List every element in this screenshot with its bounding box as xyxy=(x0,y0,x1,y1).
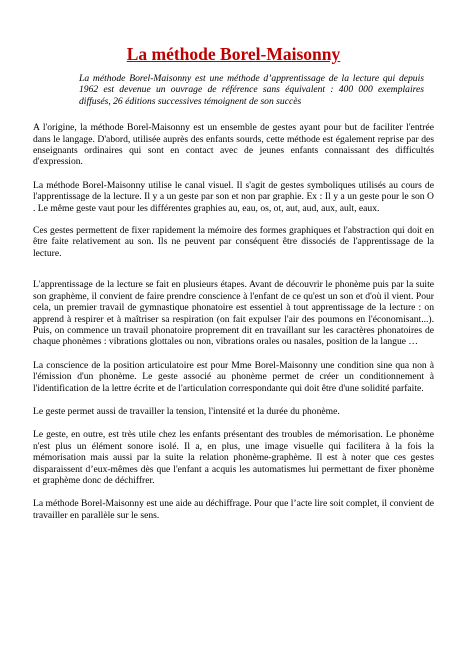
paragraph-gestures-memory: Ces gestes permettent de fixer rapidement la mémoire des formes graphiques et l'abstraction qui doit en être faite relativement au son. Ils ne peuvent par conséquent être dissociés de l'apprentissage de la lecture. xyxy=(33,225,434,259)
paragraph-memorisation: Le geste, en outre, est très utile chez les enfants présentant des troubles de mémorisation. Le phonème n'est plus un élément sonore isolé. Il a, en plus, une image visuelle qui facilitera à la fois la mémorisation mais aussi par la suite la relation phonème-graphème. Il est à noter que ces gestes disparaissent d’eux-mêmes dès que l'enfant a acquis les automatismes lui permettant de fixer phonème et graphème donc de déchiffrer. xyxy=(33,429,434,486)
paragraph-visual-channel: La méthode Borel-Maisonny utilise le canal visuel. Il s'agit de gestes symboliques utilisés au cours de l'apprentissage de la lecture. Il y a un geste par son et non par graphie. Ex : Il y a un geste pour le son O . Le même geste vaut pour les différentes graphies au, eau, os, ot, aut, aud, aux, ault, eaux. xyxy=(33,179,434,214)
paragraph-articulation: La conscience de la position articulatoire est pour Mme Borel-Maisonny une condition sine qua non à l'émission d'un phonème. Le geste associé au phonème permet de créer un conditionnement à l'identification de la lettre écrite et de l'articulation correspondante qui doit être d'une solidité parfaite. xyxy=(33,359,434,394)
paragraph-origin: A l'origine, la méthode Borel-Maisonny est un ensemble de gestes ayant pour but de faciliter l'entrée dans le langage. D'abord, utilisée auprès des enfants sourds, cette méthode est également reprise par des enseignants ordinaires qui sont en contact avec de jeunes enfants connaissant des difficultés d'expression. xyxy=(33,122,434,168)
paragraph-tension: Le geste permet aussi de travailler la tension, l'intensité et la durée du phonème. xyxy=(33,405,340,417)
document-title: La méthode Borel-Maisonny xyxy=(126,44,341,64)
paragraph-conclusion: La méthode Borel-Maisonny est une aide au déchiffrage. Pour que l’acte lire soit complet, il convient de travailler en parallèle sur le sens. xyxy=(33,498,434,521)
intro-paragraph: La méthode Borel-Maisonny est une méthode d’apprentissage de la lecture qui depuis 1962 est devenue un ouvrage de référence sans équivalent : 400 000 exemplaires diffusés, 26 éditions successives témoignent de son succès xyxy=(79,73,424,107)
paragraph-learning-steps: L'apprentissage de la lecture se fait en plusieurs étapes. Avant de découvrir le phonème puis par la suite son graphème, il convient de faire prendre conscience à l'enfant de ce qu'est un son et d'où il vient. Pour cela, un premier travail de gymnastique phonatoire est essentiel à tout apprentissage de la lecture : on apprend à respirer et à maîtriser sa respiration (on fait expulser l'air des poumons en l'économisant...). Puis, on commence un travail phonatoire proprement dit en travaillant sur les caractères phonatoires de chaque phonèmes : vibrations glottales ou non, vibrations orales ou nasales, position de la langue … xyxy=(33,279,434,348)
document-page xyxy=(0,44,474,657)
